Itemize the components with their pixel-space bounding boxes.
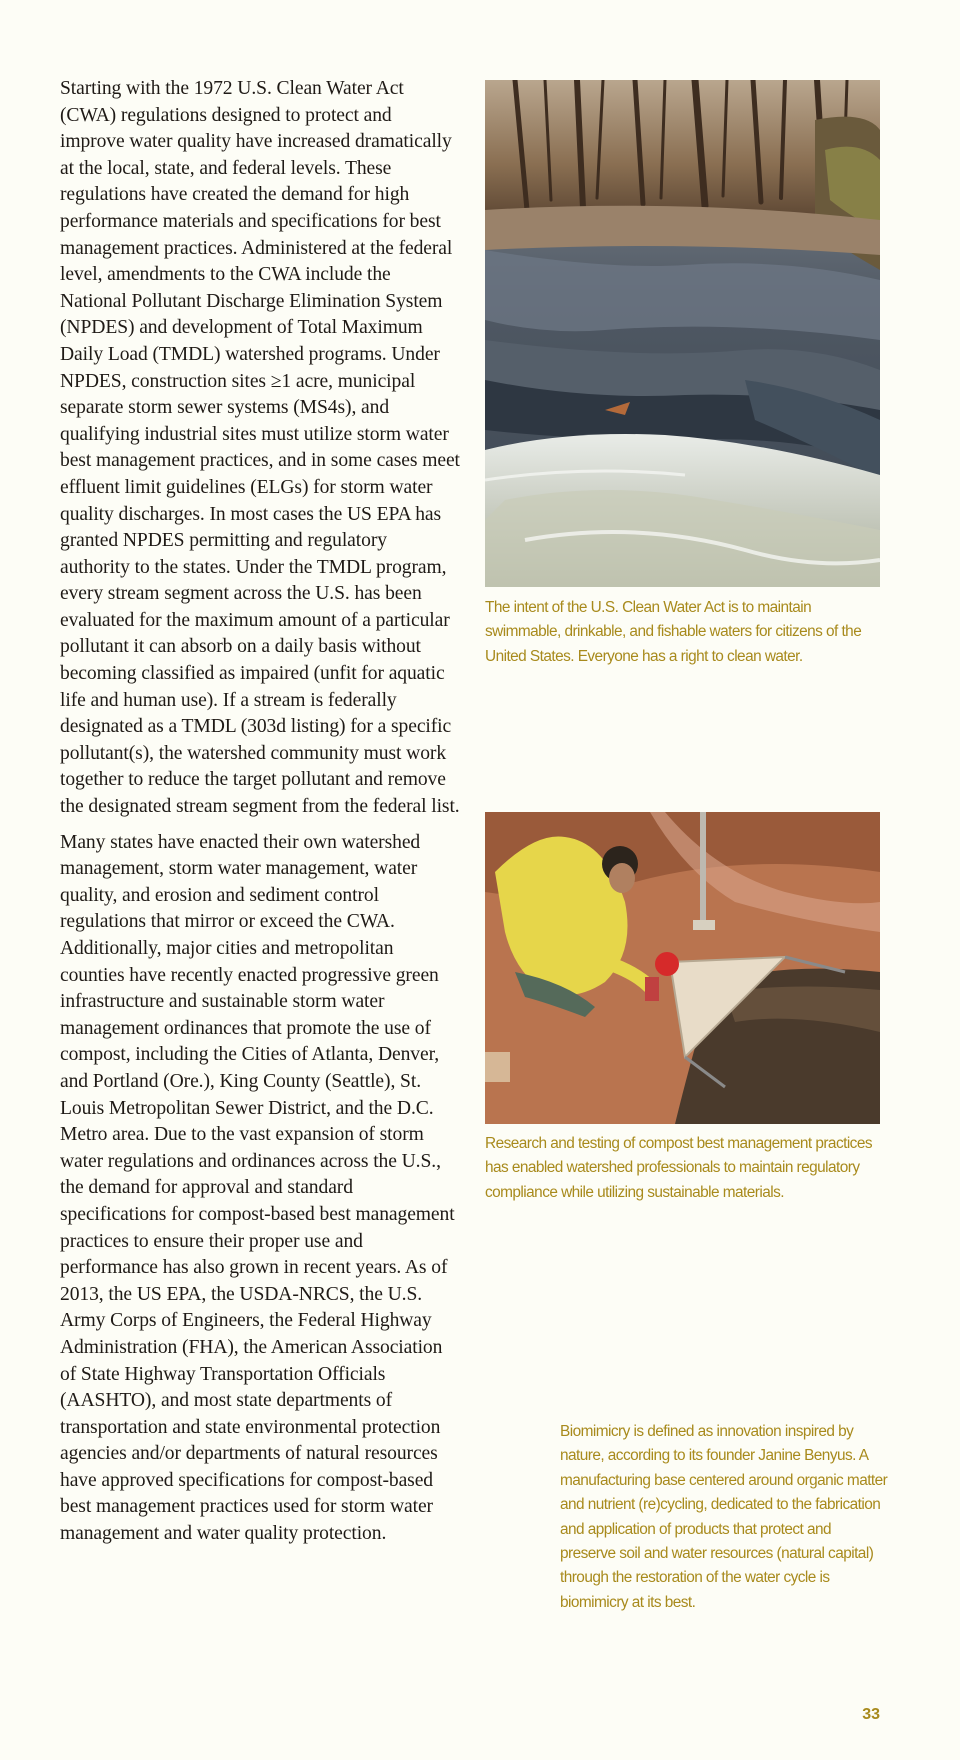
field-research-photo	[485, 812, 880, 1124]
field-photo-caption: Research and testing of compost best management practices has enabled watershed professionals to maintain regulatory compliance while utilizing sustainable materials.	[485, 1135, 872, 1201]
field-research-illustration	[485, 812, 880, 1124]
stream-photo-caption: The intent of the U.S. Clean Water Act is to maintain swimmable, drinkable, and fishable waters for citizens of the United States. Everyone has a right to clean water.	[485, 599, 862, 665]
main-text-column	[60, 76, 460, 1557]
stream-photo	[485, 80, 880, 587]
body-paragraph-state-regulations: Many states have enacted their own watershed management, storm water management, water quality, and erosion and sediment control regulations that mirror or exceed the CWA. Additionally, major cities and metropolitan counties have recently enacted progressive green infrastructure and sustainable storm water management ordinances that promote the use of compost, including the Cities of Atlanta, Denver, and Portland (Ore.), King County (Seattle), St. Louis Metropolitan Sewer District, and the D.C. Metro area. Due to the vast expansion of storm water regulations and ordinances across the U.S., the demand for approval and standard specifications for compost-based best management practices to ensure their proper use and performance has also grown in recent years. As of 2013, the US EPA, the USDA-NRCS, the U.S. Army Corps of Engineers, the Federal Highway Administration (FHA), the American Association of State Highway Transportation Officials (AASHTO), and most state departments of transportation and state environmental protection agencies and/or departments of natural resources have approved specifications for compost-based best management practices used for storm water management and water quality protection.	[60, 831, 455, 1545]
body-paragraph-clean-water-act: Starting with the 1972 U.S. Clean Water Act (CWA) regulations designed to protect and improve water quality have increased dramatically at the local, state, and federal levels. These regulations have created the demand for high performance materials and specifications for best management practices. Administered at the federal level, amendments to the CWA include the National Pollutant Discharge Elimination System (NPDES) and development of Total Maximum Daily Load (TMDL) watershed programs. Under NPDES, construction sites ≥1 acre, municipal separate storm sewer systems (MS4s), and qualifying industrial sites must utilize storm water best management practices, and in some cases meet effluent limit guidelines (ELGs) for storm water quality discharges. In most cases the US EPA has granted NPDES permitting and regulatory authority to the states. Under the TMDL program, every stream segment across the U.S. has been evaluated for the maximum amount of a particular pollutant it can absorb on a daily basis without becoming classified as impaired (unfit for aquatic life and human use). If a stream is federally designated as a TMDL (303d listing) for a specific pollutant(s), the watershed community must work together to reduce the target pollutant and remove the designated stream segment from the federal list.	[60, 78, 460, 818]
biomimicry-sidebar-note: Biomimicry is defined as innovation inspired by nature, according to its founder Janine Benyus. A manufacturing base centered around organic matter and nutrient (re)cycling, dedicated to the fabrication and application of products that protect and preserve soil and water resources (natural capital) through the restoration of the water cycle is biomimicry at its best.	[560, 1423, 888, 1611]
page-number: 33	[862, 1706, 880, 1723]
stream-illustration	[485, 80, 880, 587]
